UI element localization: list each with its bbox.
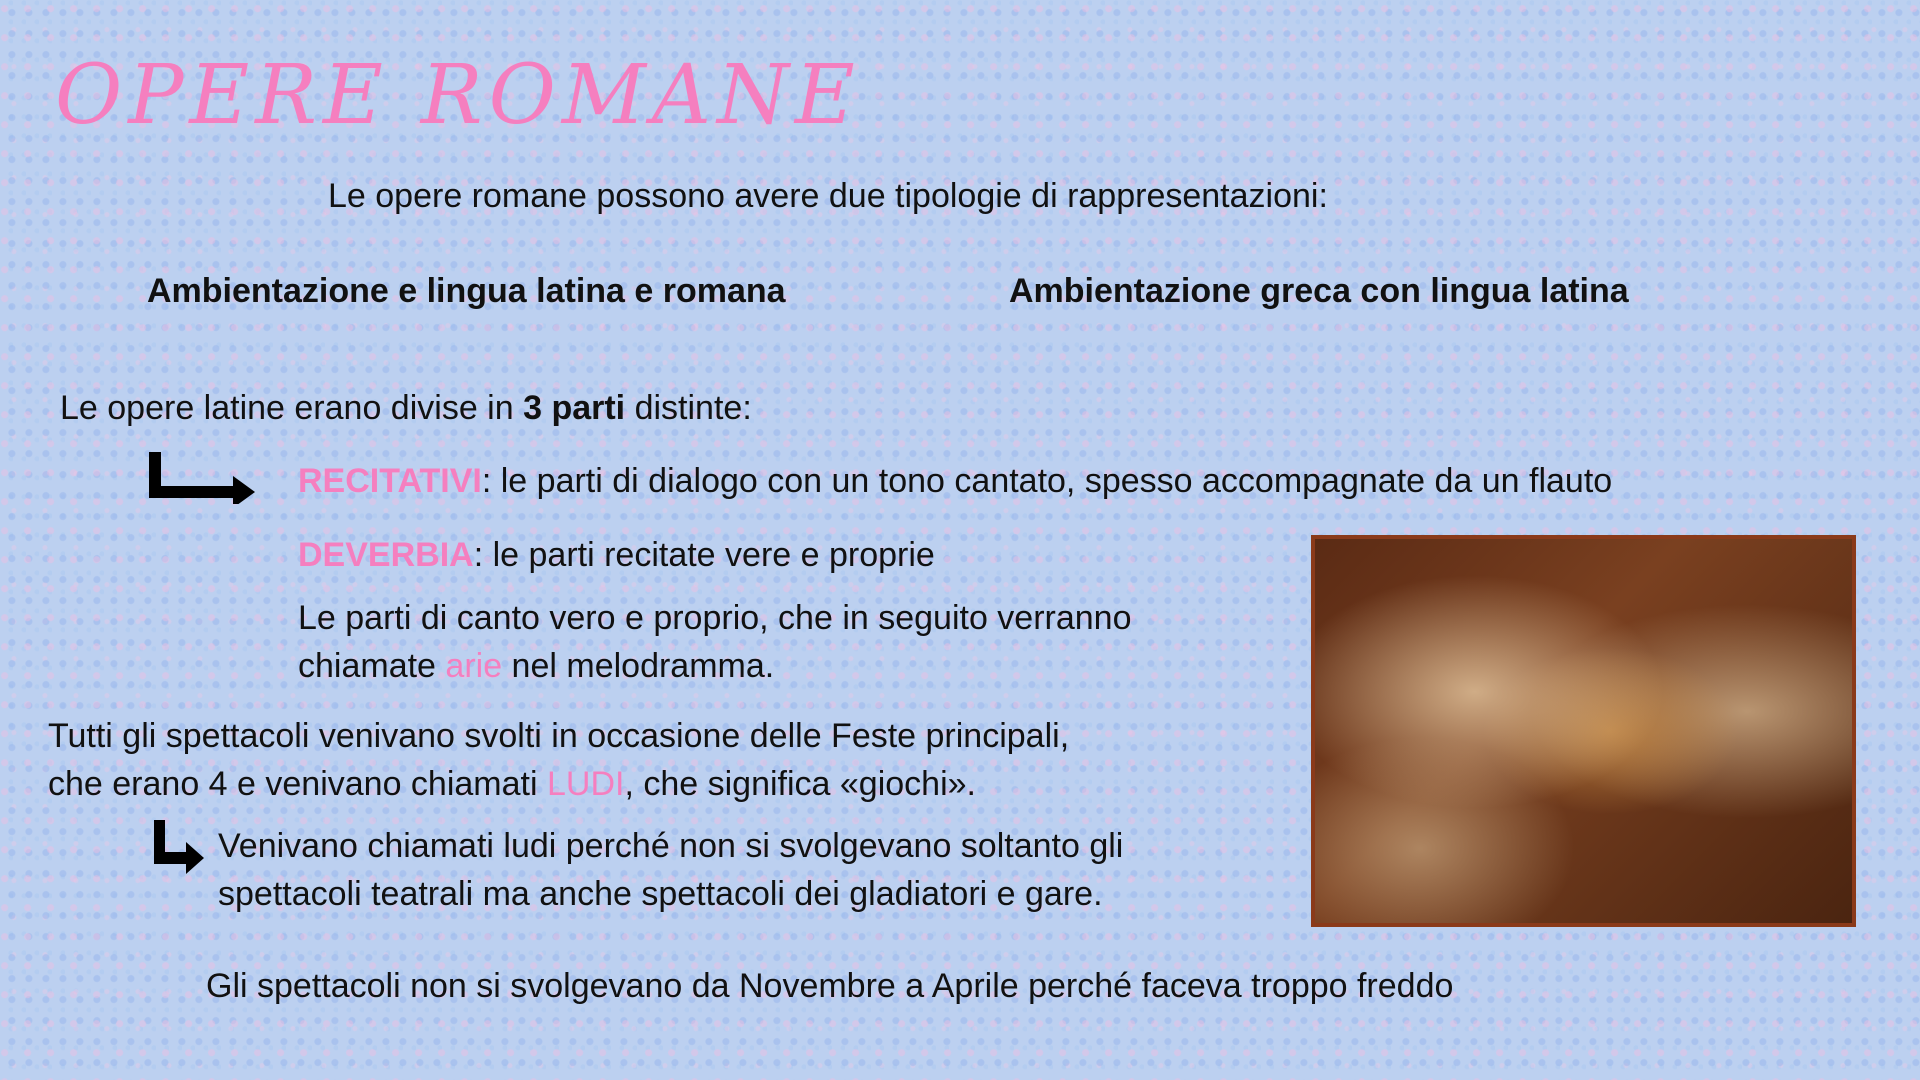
canto-line1: Le parti di canto vero e proprio, che in seguito verranno [298,599,1132,637]
part-canto [298,594,1132,690]
ludi-note-line2: spettacoli teatrali ma anche spettacoli dei gladiatori e gare. [218,875,1103,913]
type-latin: Ambientazione e lingua latina e romana [147,272,786,310]
canto-line2 [298,642,1132,690]
footer-text: Gli spettacoli non si svolgevano da Novembre a Aprile perché faceva troppo freddo [206,967,1454,1005]
type-greek: Ambientazione greca con lingua latina [1009,272,1629,310]
arrow-icon-small [152,818,206,874]
term-arie: arie [445,647,503,685]
parts-count: 3 parti [523,389,626,427]
ludi-after: , che significa «giochi». [624,765,976,803]
ludi-text [48,712,1069,808]
term-ludi: LUDI [546,765,625,803]
term-recitativi: RECITATIVI [298,462,482,500]
recitativi-desc: : le parti di dialogo con un tono cantato, spesso accompagnate da un flauto [481,462,1613,500]
canto-before: chiamate [298,647,446,685]
ludi-note [218,822,1123,918]
ludi-line1: Tutti gli spettacoli venivano svolti in occasione delle Feste principali, [48,717,1070,755]
arrow-icon [147,450,259,504]
ludi-note-line1: Venivano chiamati ludi perché non si svolgevano soltanto gli [218,827,1124,865]
ludi-line2 [48,760,1069,808]
part-deverbia [298,531,935,579]
roman-fresco-image [1311,535,1856,927]
deverbia-desc: : le parti recitate vere e proprie [473,536,935,574]
parts-intro-before: Le opere latine erano divise in [60,389,524,427]
intro-text: Le opere romane possono avere due tipologie di rappresentazioni: [328,177,1328,215]
parts-intro [60,384,752,432]
ludi-before: che erano 4 e venivano chiamati [48,765,547,803]
parts-intro-after: distinte: [625,389,752,427]
term-deverbia: DEVERBIA [298,536,474,574]
part-recitativi [298,457,1612,505]
canto-after: nel melodramma. [502,647,775,685]
slide-title: OPERE ROMANE [55,48,861,143]
